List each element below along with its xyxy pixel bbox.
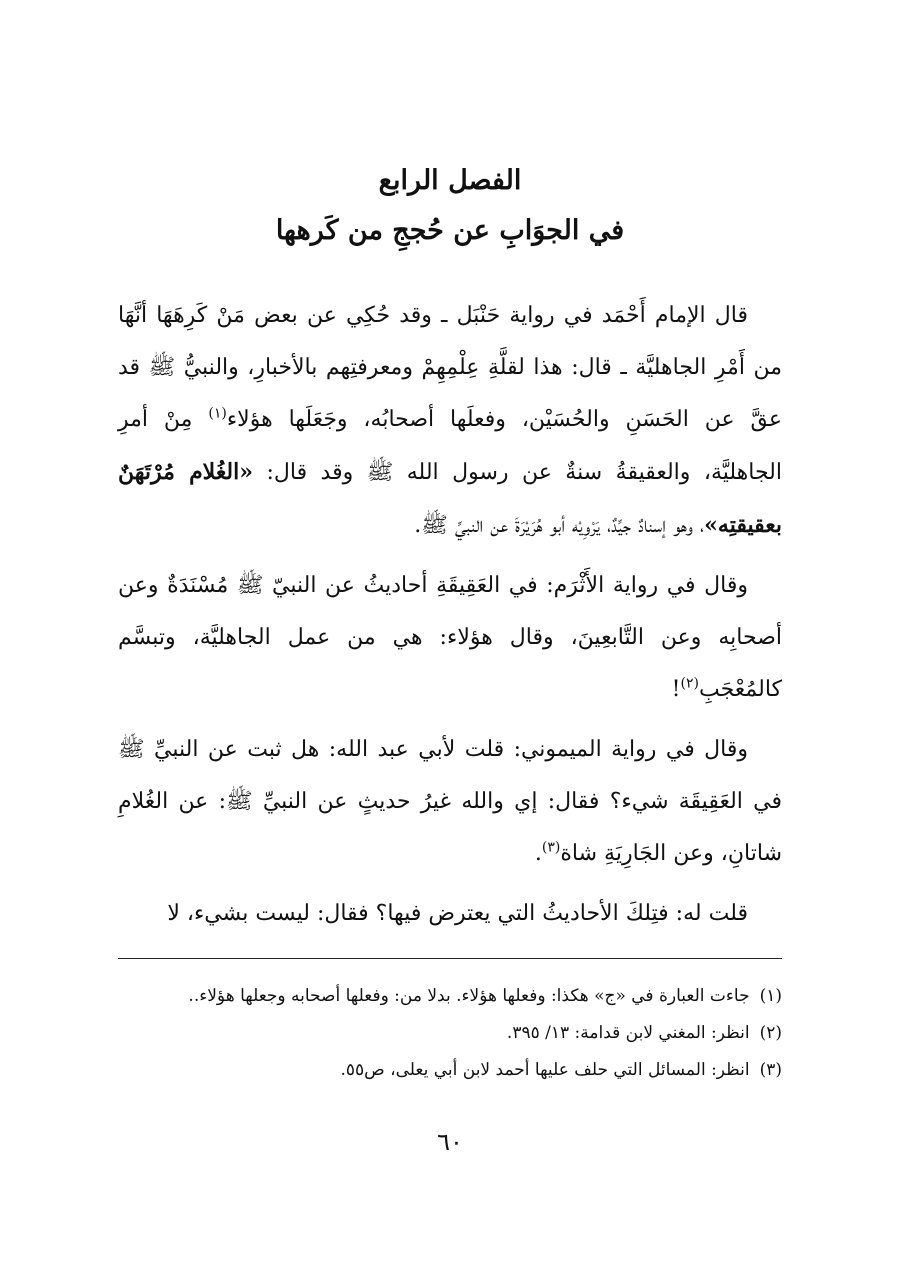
paragraph-2: [118, 560, 782, 716]
paragraph-3-text: وقال في رواية الميموني: قلت لأبي عبد الله: هل ثبت عن النبيِّ ﷺ في العَقِيقَة شيء؟ فقال: إي والله غيرُ حديثٍ عن النبيِّ ﷺ: عن الغُلامِ شاتانِ، وعن الجَارِيَةِ شاة: [118, 737, 782, 866]
chapter-heading: الفصل الرابع: [378, 165, 522, 196]
footnote-1-number: (١): [759, 986, 782, 1006]
paragraph-3: [118, 724, 782, 880]
page-number: ٦٠: [437, 1128, 463, 1156]
footnote-marker-3: (٣): [541, 839, 561, 856]
body-text: [118, 290, 782, 948]
paragraph-2-end: !: [671, 677, 681, 702]
paragraph-4-text: قلت له: فتِلكَ الأحاديثُ التي يعترض فيها؟ فقال: ليست بشيء، لا: [167, 901, 748, 926]
footnotes: [118, 978, 782, 1089]
footnote-1: [118, 978, 782, 1015]
paragraph-1-text-cont: مِنْ أمرِ الجاهليَّة، والعقيقةُ سنةٌ عن رسول الله ﷺ وقد قال:: [118, 407, 782, 485]
footnote-marker-2: (٢): [680, 675, 699, 692]
paragraph-3-end: .: [534, 841, 542, 866]
hadith-quote: «الغُلام مُرْتَهَنٌ بعقيقتِه»: [118, 459, 782, 538]
footnote-marker-1: (١): [208, 405, 227, 422]
paragraph-1-text: قال الإمام أَحْمَد في رواية حَنْبَل ـ وقد حُكِي عن بعض مَنْ كَرِهَهَا أنَّهَا من أَمْرِ الجاهليَّة ـ قال: هذا لقلَّةِ عِلْمِهِمْ ومعرفتِهم بالأخبارِ، والنبيُّ ﷺ قد عقَّ عن الحَسَنِ والحُسَيْن، وفعلَها أصحابُه، وجَعَلَها هؤلاء: [118, 303, 782, 432]
paragraph-1: [118, 290, 782, 552]
chapter-title: في الجوَابِ عن حُججِ من كَرهها: [275, 215, 625, 246]
paragraph-4: [118, 888, 782, 940]
footnote-divider: [118, 958, 782, 959]
footnote-3-number: (٣): [759, 1060, 782, 1080]
footnote-2-number: (٢): [759, 1023, 782, 1043]
footnote-1-text: جاءت العبارة في «ج» هكذا: وفعلها هؤلاء. بدلا من: وفعلها أصحابه وجعلها هؤلاء..: [188, 986, 750, 1006]
paragraph-1-tail: ، وهو إسنادٌ جيِّدٌ، يَرْوِيْه أبو هُرَيْرَةَ عن النبيِّ ﷺ.: [414, 513, 705, 538]
paragraph-2-text: وقال في رواية الأَثْرَم: في العَقِيقَةِ أحاديثُ عن النبيّ ﷺ مُسْنَدَةٌ وعن أصحابِه وعن التَّابعِينَ، وقال هؤلاء: هي من عمل الجاهليَّة، وتبسَّم كالمُعْجَبِ: [118, 573, 782, 702]
footnote-3: [118, 1052, 782, 1089]
footnote-3-text: انظر: المسائل التي حلف عليها أحمد لابن أبي يعلى، ص٥٥.: [340, 1060, 750, 1080]
footnote-2: [118, 1015, 782, 1052]
footnote-2-text: انظر: المغني لابن قدامة: ١٣/ ٣٩٥.: [506, 1023, 750, 1043]
